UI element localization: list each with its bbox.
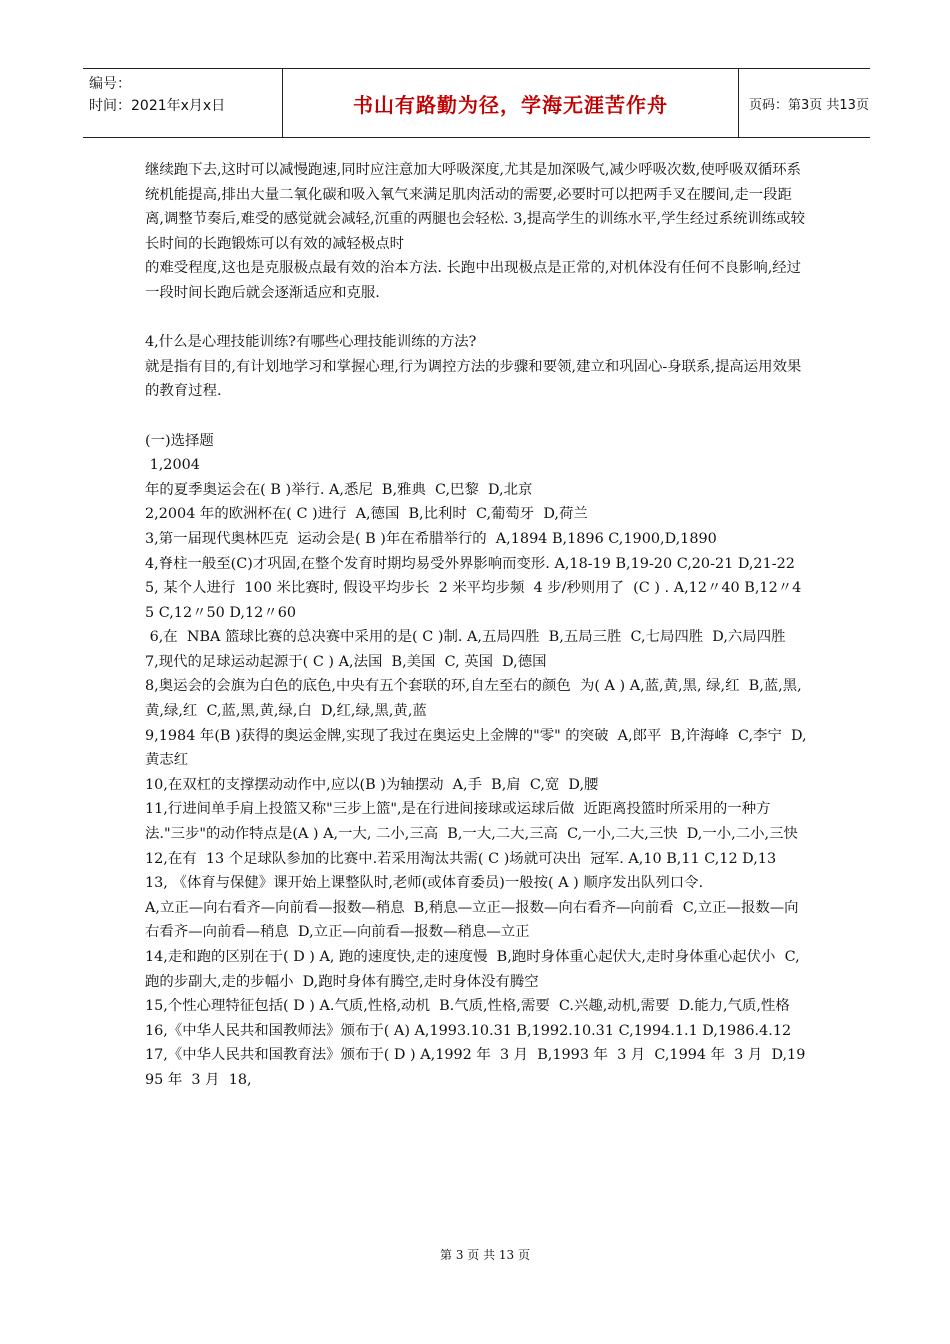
date-label: 时间：2021年x月x日 bbox=[89, 98, 226, 114]
paragraph: 4,什么是心理技能训练?有哪些心理技能训练的方法? bbox=[145, 334, 477, 351]
paragraph: 年的夏季奥运会在( B )举行. A,悉尼 B,雅典 C,巴黎 D,北京 bbox=[145, 481, 533, 498]
paragraph: 3,第一届现代奥林匹克 运动会是( B )年在希腊举行的 A,1894 B,1896 C,1900,D,1890 bbox=[145, 530, 717, 547]
paragraph: 4,脊柱一般至(C)才巩固,在整个发育时期均易受外界影响而变形. A,18-19 B,19-20 C,20-21 D,21-22 bbox=[145, 555, 795, 572]
paragraph: 6,在 NBA 篮球比赛的总决赛中采用的是( C )制. A,五局四胜 B,五局三胜 C,七局四胜 D,六局四胜 bbox=[145, 629, 786, 646]
paragraph: 7,现代的足球运动起源于( C ) A,法国 B,美国 C, 英国 D,德国 bbox=[145, 653, 547, 670]
paragraph: 8,奥运会的会旗为白色的底色,中央有五个套联的环,自左至右的颜色 为( A ) A,蓝,黄,黑, 绿,红 B,蓝,黑,黄,绿,红 C,蓝,黑,黄,绿,白 D,红,绿,黑,黄,蓝 bbox=[145, 678, 802, 720]
paragraph: 9,1984 年(B )获得的奥运金牌,实现了我过在奥运史上金牌的"零" 的突破 A,郎平 B,许海峰 C,李宁 D,黄志红 bbox=[145, 727, 807, 769]
page-footer bbox=[0, 1246, 950, 1263]
header-page-info: 页码：第3页 共13页 bbox=[749, 97, 869, 113]
paragraph: (一)选择题 bbox=[145, 432, 214, 449]
paragraph: 15,个性心理特征包括( D ) A.气质,性格,动机 B.气质,性格,需要 C.兴趣,动机,需要 D.能力,气质,性格 bbox=[145, 998, 790, 1015]
paragraph: 16,《中华人民共和国教师法》颁布于( A) A,1993.10.31 B,1992.10.31 C,1994.1.1 D,1986.4.12 bbox=[145, 1022, 792, 1039]
paragraph: 11,行进间单手肩上投篮又称"三步上篮",是在行进间接球或运球后做 近距离投篮时所采用的一种方法."三步"的动作特点是(A ) A,一大, 二小,三高 B,一大,二大,三高 C,一小,二大,三快 D,一小,二小,三快 bbox=[145, 801, 798, 843]
paragraph-gap bbox=[145, 404, 808, 429]
header-meta bbox=[83, 69, 283, 137]
paragraph: 1,2004 bbox=[145, 457, 200, 474]
paragraph: 的难受程度,这也是克服极点最有效的治本方法. 长跑中出现极点是正常的,对机体没有任何不良影响,经过一段时间长跑后就会逐渐适应和克服. bbox=[145, 260, 802, 301]
footer-page-number: 第 3 页 共 13 页 bbox=[440, 1248, 530, 1262]
paragraph: 就是指有目的,有计划地学习和掌握心理,行为调控方法的步骤和要领,建立和巩固心-身联系,提高运用效果的教育过程. bbox=[145, 358, 802, 400]
document-body bbox=[145, 158, 808, 1093]
paragraph: 继续跑下去,这时可以减慢跑速,同时应注意加大呼吸深度,尤其是加深吸气,减少呼吸次数,使呼吸双循环系统机能提高,排出大量二氧化碳和吸入氧气来满足肌肉活动的需要,必要时可以把两手叉在腰间,走一段距离,调整节奏后,难受的感觉就会减轻,沉重的两腿也会轻松. 3,提高学生的训练水平,学生经过系统训练或较长时间的长跑锻炼可以有效的减轻极点时 bbox=[145, 162, 805, 252]
paragraph: 2,2004 年的欧洲杯在( C )进行 A,德国 B,比利时 C,葡萄牙 D,荷兰 bbox=[145, 506, 588, 523]
paragraph: 17,《中华人民共和国教育法》颁布于( D ) A,1992 年 3 月 B,1993 年 3 月 C,1994 年 3 月 D,1995 年 3 月 18, bbox=[145, 1047, 806, 1088]
serial-number-label: 编号： bbox=[89, 76, 131, 92]
paragraph: 14,走和跑的区别在于( D ) A, 跑的速度快,走的速度慢 B,跑时身体重心起伏大,走时身体重心起伏小 C,跑的步副大,走的步幅小 D,跑时身体有腾空,走时身体没有腾空 bbox=[145, 949, 800, 990]
document-header bbox=[83, 68, 870, 138]
paragraph: A,立正—向右看齐—向前看—报数—稍息 B,稍息—立正—报数—向右看齐—向前看 C,立正—报数—向右看齐—向前看—稍息 D,立正—向前看—报数—稍息—立正 bbox=[145, 899, 799, 941]
paragraph: 12,在有 13 个足球队参加的比赛中.若采用淘汰共需( C )场就可决出 冠军. A,10 B,11 C,12 D,13 bbox=[145, 850, 777, 867]
header-motto: 书山有路勤为径，学海无涯苦作舟 bbox=[283, 69, 739, 137]
paragraph: 13, 《体育与保健》课开始上课整队时,老师(或体育委员)一般按( A ) 顺序发出队列口令. bbox=[145, 875, 704, 892]
paragraph-gap bbox=[145, 306, 808, 331]
paragraph: 5, 某个人进行 100 米比赛时, 假设平均步长 2 米平均步频 4 步/秒则用了 (C ) . A,12〃40 B,12〃45 C,12〃50 D,12〃60 bbox=[145, 580, 802, 621]
paragraph: 10,在双杠的支撑摆动动作中,应以(B )为轴摆动 A,手 B,肩 C,宽 D,腰 bbox=[145, 776, 599, 793]
